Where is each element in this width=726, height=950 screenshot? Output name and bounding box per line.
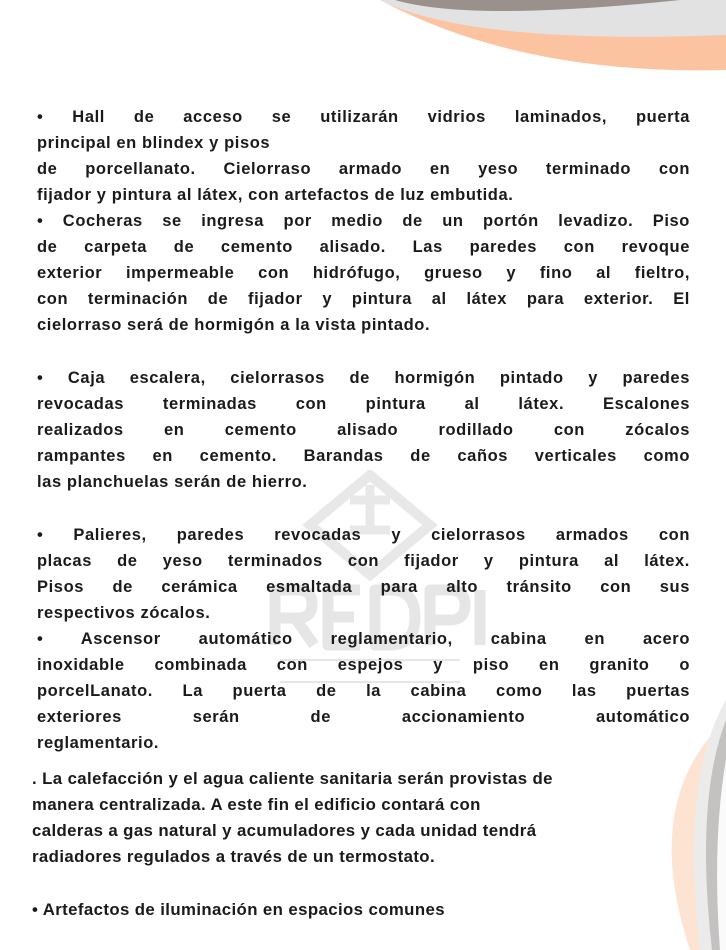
text-line: manera centralizada. A este fin el edificio contará con	[32, 795, 481, 814]
text-line: exteriores serán de accionamiento automático	[37, 708, 690, 726]
heating-section	[32, 766, 697, 923]
text-line: exterior impermeable con hidrófugo, grueso y fino al fieltro,	[37, 264, 690, 282]
text-line: Pisos de cerámica esmaltada para alto tránsito con sus	[37, 578, 690, 596]
text-line: cielorraso será de hormigón a la vista pintado.	[37, 316, 431, 334]
text-line: • Caja escalera, cielorrasos de hormigón pintado y paredes	[37, 369, 690, 387]
text-line: • Ascensor automático reglamentario, cabina en acero	[37, 630, 690, 648]
text-line: porcelLanato. La puerta de la cabina como las puertas	[37, 682, 690, 700]
text-line: inoxidable combinada con espejos y piso en granito o	[37, 656, 690, 674]
text-line: de carpeta de cemento alisado. Las paredes con revoque	[37, 238, 690, 256]
text-line: • Palieres, paredes revocadas y cielorrasos armados con	[37, 526, 690, 544]
text-line: . La calefacción y el agua caliente sanitaria serán provistas de	[32, 769, 553, 788]
text-line: reglamentario.	[37, 734, 160, 752]
text-line: de porcellanato. Cielorraso armado en yeso terminado con	[37, 160, 690, 178]
text-line: realizados en cemento alisado rodillado con zócalos	[37, 421, 690, 439]
text-line: las planchuelas serán de hierro.	[37, 473, 308, 491]
text-line: principal en blindex y pisos	[37, 134, 271, 152]
lighting-item: • Artefactos de iluminación en espacios comunes	[32, 900, 445, 919]
text-line: rampantes en cemento. Barandas de caños verticales como	[37, 447, 690, 465]
text-line: con terminación de fijador y pintura al látex para exterior. El	[37, 290, 690, 308]
text-line: calderas a gas natural y acumuladores y cada unidad tendrá	[32, 821, 537, 840]
text-line: revocadas terminadas con pintura al látex. Escalones	[37, 395, 690, 413]
text-line: • Cocheras se ingresa por medio de un portón levadizo. Piso	[37, 212, 690, 230]
text-line: fijador y pintura al látex, con artefactos de luz embutida.	[37, 186, 514, 204]
text-line: respectivos zócalos.	[37, 604, 211, 622]
text-line: • Hall de acceso se utilizarán vidrios laminados, puerta	[37, 108, 690, 126]
text-line: placas de yeso terminados con fijador y pintura al látex.	[37, 552, 690, 570]
specifications-section	[37, 104, 690, 756]
text-line: radiadores regulados a través de un termostato.	[32, 847, 436, 866]
